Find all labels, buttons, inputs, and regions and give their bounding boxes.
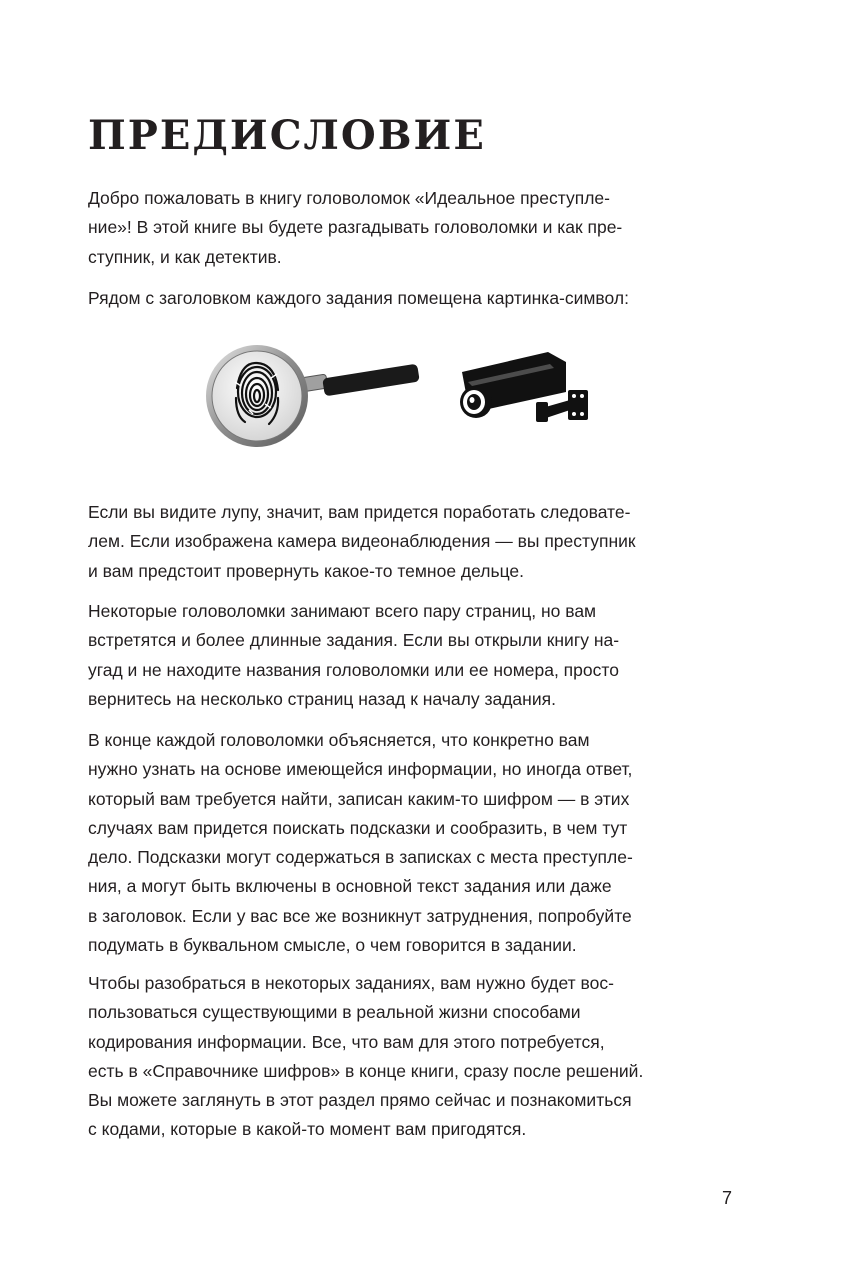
text-line: В конце каждой головоломки объясняется, что конкретно вам xyxy=(88,730,590,750)
text-line: вернитесь на несколько страниц назад к началу задания. xyxy=(88,688,556,709)
paragraph-length xyxy=(88,597,619,714)
text-line: Вы можете заглянуть в этот раздел прямо сейчас и познакомиться xyxy=(88,1090,632,1111)
text-line: ния, а могут быть включены в основной текст задания или даже xyxy=(88,876,612,897)
text-line: ступник, и как детектив. xyxy=(88,246,282,267)
text-line: случаях вам придется поискать подсказки и сообразить, в чем тут xyxy=(88,817,628,838)
text-line: встретятся и более длинные задания. Если вы открыли книгу на- xyxy=(88,630,620,651)
text-line: ние»! В этой книге вы будете разгадывать головоломки и как пре- xyxy=(88,217,623,238)
paragraph-ciphers xyxy=(88,969,643,1145)
paragraph-symbol-meaning xyxy=(88,498,636,586)
page-number: 7 xyxy=(722,1188,733,1208)
text-line: который вам требуется найти, записан каким-то шифром — в этих xyxy=(88,788,630,809)
text-line: нужно узнать на основе имеющейся информации, но иногда ответ, xyxy=(88,759,633,780)
text-line: дело. Подсказки могут содержаться в записках с места преступле- xyxy=(88,847,633,868)
text-line: угад и не находите названия головоломки или ее номера, просто xyxy=(88,659,619,680)
text-line: Если вы видите лупу, значит, вам придется поработать следовате- xyxy=(88,502,631,522)
text-line: с кодами, которые в какой-то момент вам пригодятся. xyxy=(88,1119,527,1140)
text-line: лем. Если изображена камера видеонаблюдения — вы преступник xyxy=(88,531,636,552)
symbol-icons xyxy=(205,338,605,458)
security-camera-icon xyxy=(450,338,605,458)
text-line: есть в «Справочнике шифров» в конце книги, сразу после решений. xyxy=(88,1060,644,1081)
text-line: Добро пожаловать в книгу головоломок «Идеальное преступле- xyxy=(88,188,610,208)
text-line: в заголовок. Если у вас все же возникнут затруднения, попробуйте xyxy=(88,905,632,926)
magnifying-glass-fingerprint-icon xyxy=(205,338,425,458)
text-line: кодирования информации. Все, что вам для этого потребуется, xyxy=(88,1031,605,1052)
paragraph-symbols xyxy=(88,284,629,313)
text-line: Чтобы разобраться в некоторых заданиях, вам нужно будет вос- xyxy=(88,973,614,993)
text-line: и вам предстоит провернуть какое-то темное дельце. xyxy=(88,560,525,581)
text-line: пользоваться существующими в реальной жизни способами xyxy=(88,1002,581,1023)
text-line: Некоторые головоломки занимают всего пару страниц, но вам xyxy=(88,601,597,621)
page-title: ПРЕДИСЛОВИЕ xyxy=(88,112,486,159)
text-line: Рядом с заголовком каждого задания помещена картинка-символ: xyxy=(88,288,629,308)
paragraph-intro xyxy=(88,184,622,272)
paragraph-hints xyxy=(88,726,633,960)
text-line: подумать в буквальном смысле, о чем говорится в задании. xyxy=(88,935,577,956)
